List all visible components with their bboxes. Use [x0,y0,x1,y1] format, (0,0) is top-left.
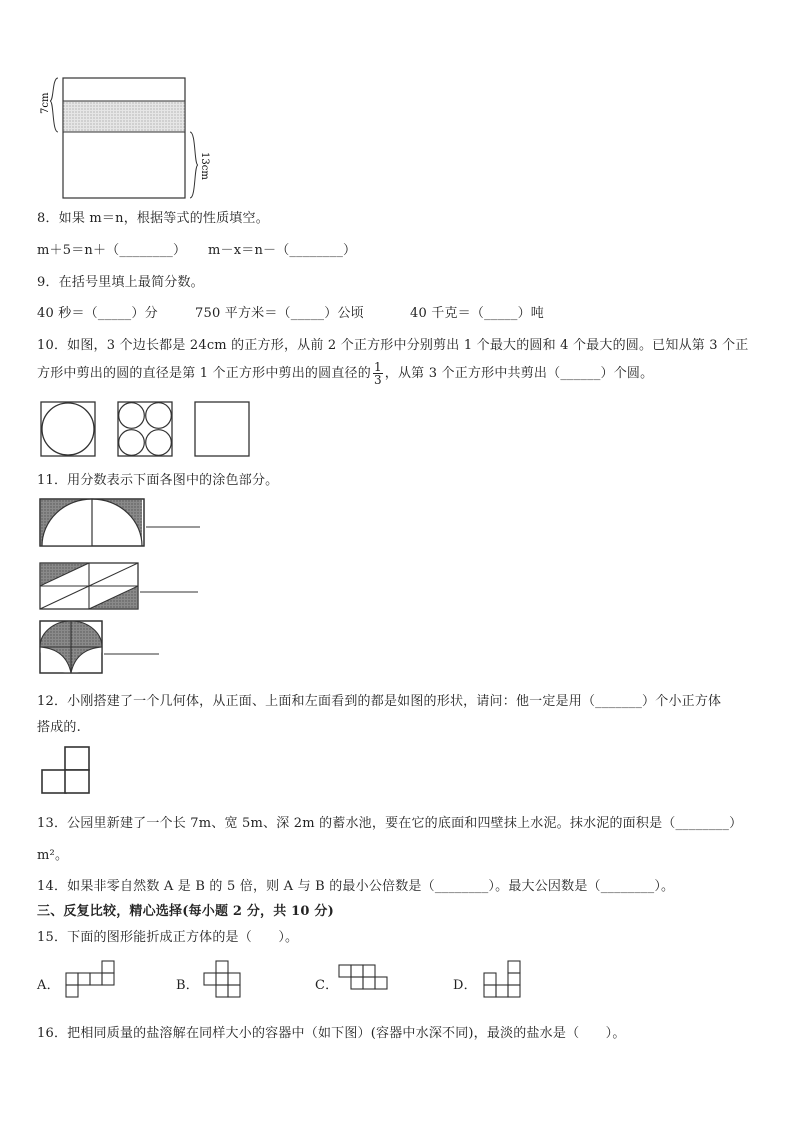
section3-title: 三、反复比较，精心选择(每小题 2 分，共 10 分) [37,904,334,919]
q9-c: 40 千克＝（_____）吨 [410,306,544,321]
three-squares-figure [38,400,253,458]
q14-text: 14．如果非零自然数 A 是 B 的 5 倍，则 A 与 B 的最小公倍数是（________）。最大公因数是（________）。 [37,879,675,894]
q13-line1: 13．公园里新建了一个长 7m、宽 5m、深 2m 的蓄水池，要在它的底面和四壁抹上水泥。抹水泥的面积是（________） [37,816,743,831]
frac-den: 3 [373,373,382,387]
q8-line-b: m－x＝n－（________） [208,243,357,258]
q11-figure-2 [38,561,203,611]
option-a-net[interactable] [64,960,119,1000]
rectangle-strip-figure [30,72,220,202]
l-shape-view-figure [40,745,98,797]
q16-text: 16．把相同质量的盐溶解在同样大小的容器中（如下图）(容器中水深不同)，最淡的盐水是（ ）。 [37,1026,626,1041]
q8-line-a: m＋5＝n＋（________） [37,243,187,258]
q13-line2: m²。 [37,848,69,863]
fraction-one-third [373,361,383,386]
q9-a: 40 秒＝（_____）分 [37,306,158,321]
option-c-label[interactable]: C． [315,978,339,993]
q11-figure-3 [38,619,163,677]
option-b-label[interactable]: B． [176,978,199,993]
option-a-label[interactable]: A． [37,978,60,993]
q11-figure-1 [38,497,203,549]
q8-text: 8．如果 m＝n，根据等式的性质填空。 [37,211,269,226]
q10-line2-a: 方形中剪出的圆的直径是第 1 个正方形中剪出的圆直径的 [37,366,371,381]
q10-line2 [37,361,653,386]
option-d-label[interactable]: D． [453,978,477,993]
label-13cm: 13cm [199,152,210,180]
q9-b: 750 平方米＝（_____）公顷 [195,306,364,321]
option-d-net[interactable] [482,960,527,1002]
q11-text: 11．用分数表示下面各图中的涂色部分。 [37,473,279,488]
frac-num: 1 [373,360,382,374]
q12-line2: 搭成的. [37,720,81,735]
q9-text: 9．在括号里填上最简分数。 [37,275,204,290]
q15-text: 15．下面的图形能折成正方体的是（ ）。 [37,930,299,945]
option-b-net[interactable] [202,960,247,1000]
q10-line2-b: ，从第 3 个正方形中共剪出（______）个圆。 [384,366,654,381]
option-c-net[interactable] [337,963,392,995]
q10-line1: 10．如图，3 个边长都是 24cm 的正方形，从前 2 个正方形中分别剪出 1 个最大的圆和 4 个最大的圆。已知从第 3 个正 [37,338,749,353]
label-7cm: 7cm [40,92,51,114]
q12-line1: 12．小刚搭建了一个几何体，从正面、上面和左面看到的都是如图的形状，请问：他一定是用（_______）个小正方体 [37,694,722,709]
